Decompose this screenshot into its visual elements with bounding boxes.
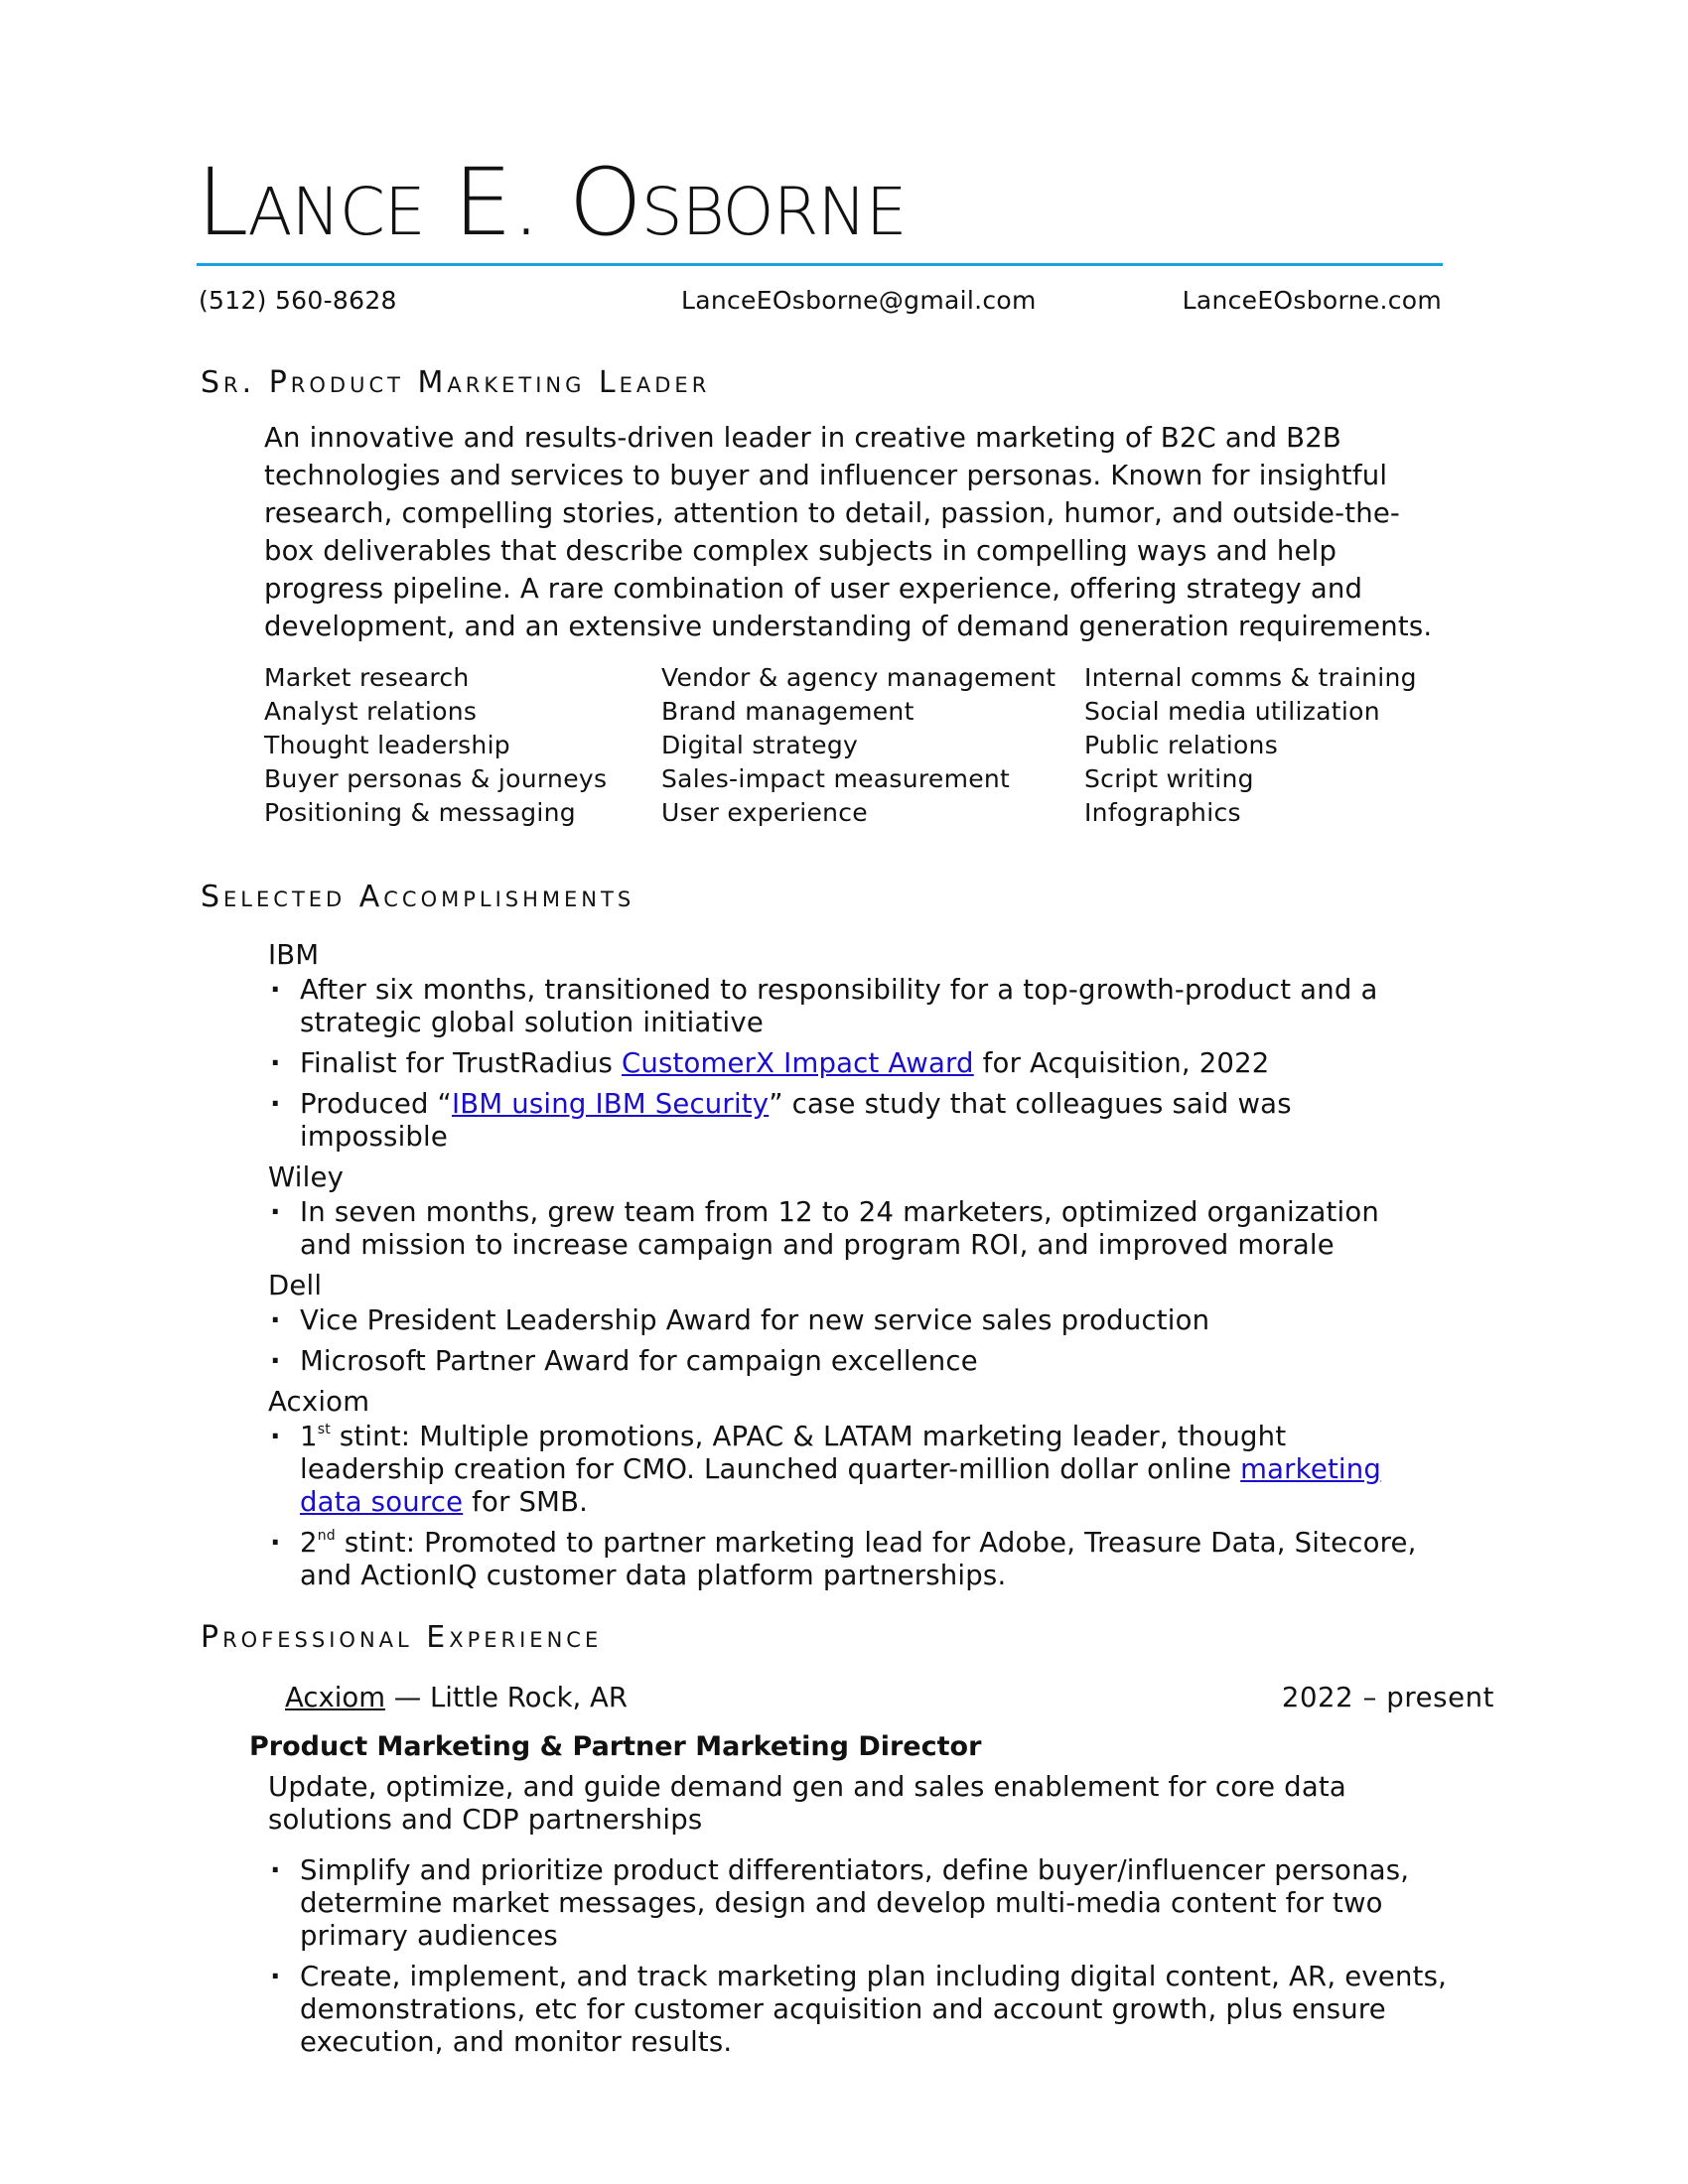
accomplishment-item <box>268 974 1420 1039</box>
skill-item: User experience <box>661 798 868 827</box>
contact-phone: (512) 560-8628 <box>199 286 397 315</box>
accomplishment-text: ” case study that colleagues said was impossible <box>300 1088 1292 1153</box>
skill-item: Vendor & agency management <box>661 663 1056 692</box>
job-bullet-text: Create, implement, and track marketing plan including digital content, AR, events, demonstrations, etc for customer acquisition and account growth, plus ensure execution, and monitor results. <box>300 1961 1448 2058</box>
skill-item: Buyer personas & journeys <box>264 764 608 793</box>
skill-item: Analyst relations <box>264 697 478 726</box>
accomplishment-item <box>268 1345 1420 1378</box>
job-company-link[interactable]: Acxiom <box>285 1682 385 1713</box>
job-bullet <box>268 1854 1460 1953</box>
company-label-ibm: IBM <box>268 939 320 971</box>
skill-item: Public relations <box>1084 731 1279 759</box>
experience-title: Professional Experience <box>201 1620 603 1655</box>
accomplishment-text: for SMB. <box>463 1486 589 1518</box>
skill-item: Market research <box>264 663 470 692</box>
accomplishment-text: Finalist for TrustRadius <box>300 1047 622 1079</box>
accomplishment-text: Microsoft Partner Award for campaign excellence <box>300 1345 978 1377</box>
skills-column-3 <box>1084 661 1417 830</box>
ordinal-number: 1 <box>300 1421 318 1452</box>
accomplishment-item <box>268 1421 1420 1519</box>
accomplishment-item <box>268 1196 1420 1262</box>
accomplishment-text: for Acquisition, 2022 <box>973 1047 1270 1079</box>
contact-website[interactable]: LanceEOsborne.com <box>1182 286 1442 315</box>
accomplishment-item <box>268 1527 1420 1592</box>
job-dates: 2022 – present <box>1281 1682 1494 1713</box>
contact-email[interactable]: LanceEOsborne@gmail.com <box>681 286 1037 315</box>
skills-column-2 <box>661 661 1055 830</box>
skills-column-1 <box>264 661 607 830</box>
accomplishment-item <box>268 1304 1420 1337</box>
job-bullet <box>268 1961 1460 2059</box>
company-label-wiley: Wiley <box>268 1161 345 1193</box>
accomplishment-text: Produced “ <box>300 1088 452 1120</box>
ordinal-suffix: nd <box>317 1528 336 1544</box>
skill-item: Script writing <box>1084 764 1254 793</box>
skill-item: Internal comms & training <box>1084 663 1417 692</box>
skill-item: Sales-impact measurement <box>661 764 1011 793</box>
accomplishments-list <box>268 939 1420 1600</box>
job-role: Product Marketing & Partner Marketing Director <box>249 1731 982 1762</box>
accomplishment-text: After six months, transitioned to responsibility for a top-growth-product and a strategic global solution initiative <box>300 974 1378 1038</box>
skill-item: Social media utilization <box>1084 697 1380 726</box>
job-bullets <box>268 1852 1460 2067</box>
ibm-security-case-study-link[interactable]: IBM using IBM Security <box>452 1088 770 1120</box>
skill-item: Infographics <box>1084 798 1241 827</box>
skill-item: Thought leadership <box>264 731 510 759</box>
skill-item: Positioning & messaging <box>264 798 576 827</box>
accomplishment-item <box>268 1047 1420 1080</box>
header-rule <box>197 263 1443 266</box>
ordinal-suffix: st <box>317 1422 331 1437</box>
company-label-acxiom: Acxiom <box>268 1386 370 1418</box>
accomplishment-item <box>268 1088 1420 1154</box>
accomplishment-text: In seven months, grew team from 12 to 24 marketers, optimized organization and mission to increase campaign and program ROI, and improved morale <box>300 1196 1380 1261</box>
company-label-dell: Dell <box>268 1270 323 1301</box>
ordinal-number: 2 <box>300 1527 318 1559</box>
job-bullet-text: Simplify and prioritize product differentiators, define buyer/influencer personas, determine market messages, design and develop multi-media content for two primary audiences <box>300 1854 1410 1952</box>
summary-paragraph: An innovative and results-driven leader in creative marketing of B2C and B2B technologies and services to buyer and influencer personas. Known for insightful research, compelling stories, attention to detail, passion, humor, and outside-the-box deliverables that describe complex subjects in compelling ways and help progress pipeline. A rare combination of user experience, offering strategy and development, and an extensive understanding of demand generation requirements. <box>264 422 1433 642</box>
accomplishments-title: Selected Accomplishments <box>201 880 635 914</box>
skill-item: Digital strategy <box>661 731 859 759</box>
job-location: — Little Rock, AR <box>384 1682 628 1713</box>
candidate-name: Lance E. Osborne <box>197 149 907 257</box>
accomplishment-text: stint: Multiple promotions, APAC & LATAM marketing leader, thought leadership creation for CMO. Launched quarter-million dollar online <box>300 1421 1287 1485</box>
headline-title: Sr. Product Marketing Leader <box>201 365 711 400</box>
customerx-award-link[interactable]: CustomerX Impact Award <box>621 1047 974 1079</box>
marketing-data-source-link[interactable]: marketing data source <box>300 1453 1382 1518</box>
accomplishment-text: Vice President Leadership Award for new service sales production <box>300 1304 1210 1336</box>
job-description: Update, optimize, and guide demand gen and sales enablement for core data solutions and CDP partnerships <box>268 1771 1346 1836</box>
job-header <box>285 1682 1494 1713</box>
accomplishment-text: stint: Promoted to partner marketing lead for Adobe, Treasure Data, Sitecore, and ActionIQ customer data platform partnerships. <box>300 1527 1417 1591</box>
skill-item: Brand management <box>661 697 914 726</box>
